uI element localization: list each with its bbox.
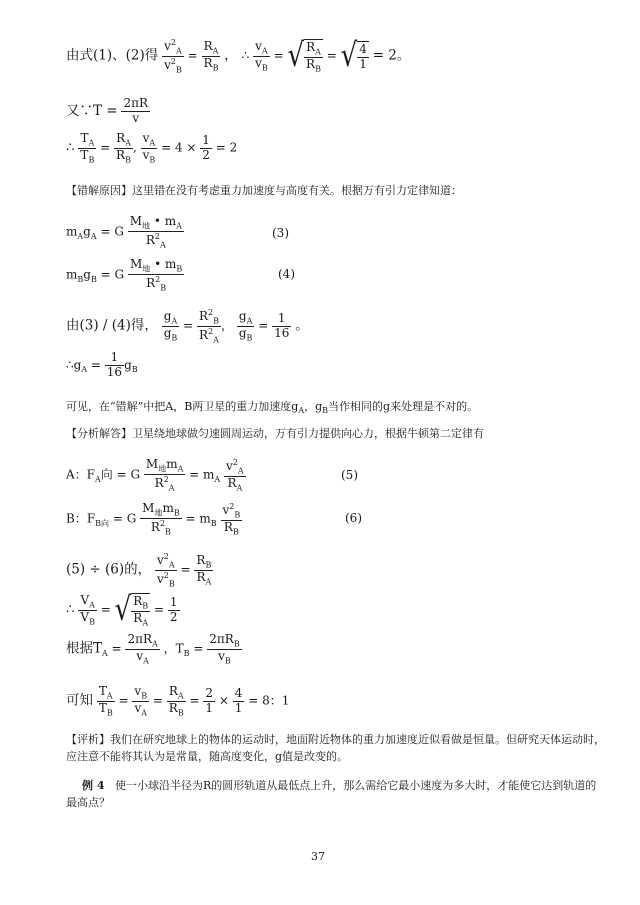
ga-equation: $\therefore g_A$ = $\frac{1}{16}$ $g_B$: [66, 350, 138, 379]
fraction: $\frac{v^2_A}{v^2_B}$: [164, 38, 182, 74]
equation-3: $m_Ag_A = G$ $\frac{M_地 • m_A}{R^2_A}$: [66, 214, 182, 249]
example-paragraph: [66, 777, 606, 811]
equation-4-label: (4): [278, 267, 295, 281]
final-ratio-equation: 可知 $\frac{T_A}{T_B}$ = $\frac{v_B}{v_A}$ = $\frac{R_A}{R_B}$ = $\frac{2}{1}$ × $\frac{4}{1}$ = 8：1: [66, 684, 290, 717]
fraction: $\frac{2\pi R}{v}$: [123, 96, 148, 125]
equation-5: A：$F_A$向 = G $\frac{M_地m_A}{R^2_A}$ = $m_A$ $\frac{v^2_A}{R_A}$: [66, 457, 244, 492]
eq3-end: = 2: [215, 140, 238, 155]
eq1-result: = 2。: [372, 47, 411, 64]
ratio-equation: 由(3) / (4)得， $\frac{g_A}{g_B}$ = $\frac{R^2_B}{R^2_A}$ ， $\frac{g_A}{g_B}$ = $\frac{1}{16}$ 。: [66, 308, 309, 344]
equation-5-label: (5): [341, 468, 358, 482]
sqrt-expression: √ $\frac{R_A}{R_B}$: [287, 37, 321, 75]
page-number: 37: [311, 850, 325, 863]
analysis-paragraph: 【分析解答】卫星绕地球做匀速圆周运动，万有引力提供向心力，根据牛顿第二定律有: [66, 427, 484, 440]
sqrt-expression: √ $\frac{4}{1}$: [340, 37, 367, 75]
eq3-mid: = 4 ×: [161, 140, 197, 155]
equation-line-2: [66, 97, 150, 126]
conclusion-paragraph: 可见，在“错解”中把A，B两卫星的重力加速度$g_A$，$g_B$当作相同的g来处理是不对的。: [66, 400, 479, 416]
equation-line-3: ∴ $\frac{T_A}{T_B}$ = $\frac{R_A}{R_B}$ , $\frac{v_A}{v_B}$ = 4 × $\frac{1}{2}$ = 2: [66, 131, 238, 164]
therefore-symbol: ∴: [241, 48, 250, 63]
eq2-prefix: 又∵T =: [66, 102, 118, 119]
velocity-ratio-equation: ∴ $\frac{V_A}{V_B}$ = √ $\frac{R_B}{R_A}$ = $\frac{1}{2}$: [66, 591, 178, 629]
equation-6-label: (6): [345, 511, 362, 525]
division-equation: (5) ÷ (6)的， $\frac{v^2_A}{v^2_B}$ = $\frac{R_B}{R_A}$: [66, 552, 212, 588]
equation-4: $m_Bg_B = G$ $\frac{M_地 • m_B}{R^2_B}$: [66, 257, 183, 292]
example-text: 使一小球沿半径为R的圆形轨道从最低点上升，那么需给它最小速度为多大时，才能使它达到轨道的最高点？: [66, 779, 597, 809]
eq1-prefix: 由式(1)、(2)得: [66, 47, 159, 64]
fraction: $\frac{v_A}{v_B}$: [255, 39, 268, 72]
equation-line-1: 由式(1)、(2)得 $\frac{v^2_A}{v^2_B}$ = $\frac{R_A}{R_B}$ ， ∴ $\frac{v_A}{v_B}$ = √ $\frac{R_A}{R_B}$ = √ $\frac{4}{1}$ = 2。: [66, 37, 411, 75]
equation-3-label: (3): [272, 226, 289, 240]
therefore-symbol: ∴: [66, 139, 75, 156]
period-equation: 根据$T_A$ = $\frac{2\pi R_A}{v_A}$ ，$T_B$ = $\frac{2\pi R_B}{v_B}$: [66, 632, 240, 665]
comment-paragraph: 【评析】我们在研究地球上的物体的运动时，地面附近物体的重力加速度近似看做是恒量。但研究天体运动时，应注意不能将其认为是常量，随高度变化，g值是改变的。: [66, 733, 605, 763]
fraction: $\frac{R_A}{R_B}$: [203, 39, 219, 72]
equation-6: B：$F_{B向} = G$ $\frac{M_地m_B}{R^2_B}$ = $m_B$ $\frac{v^2_B}{R_B}$: [66, 501, 241, 536]
example-label: 例 4: [82, 779, 105, 792]
error-reason-paragraph: 【错解原因】这里错在没有考虑重力加速度与高度有关。根据万有引力定律知道：: [66, 184, 462, 197]
